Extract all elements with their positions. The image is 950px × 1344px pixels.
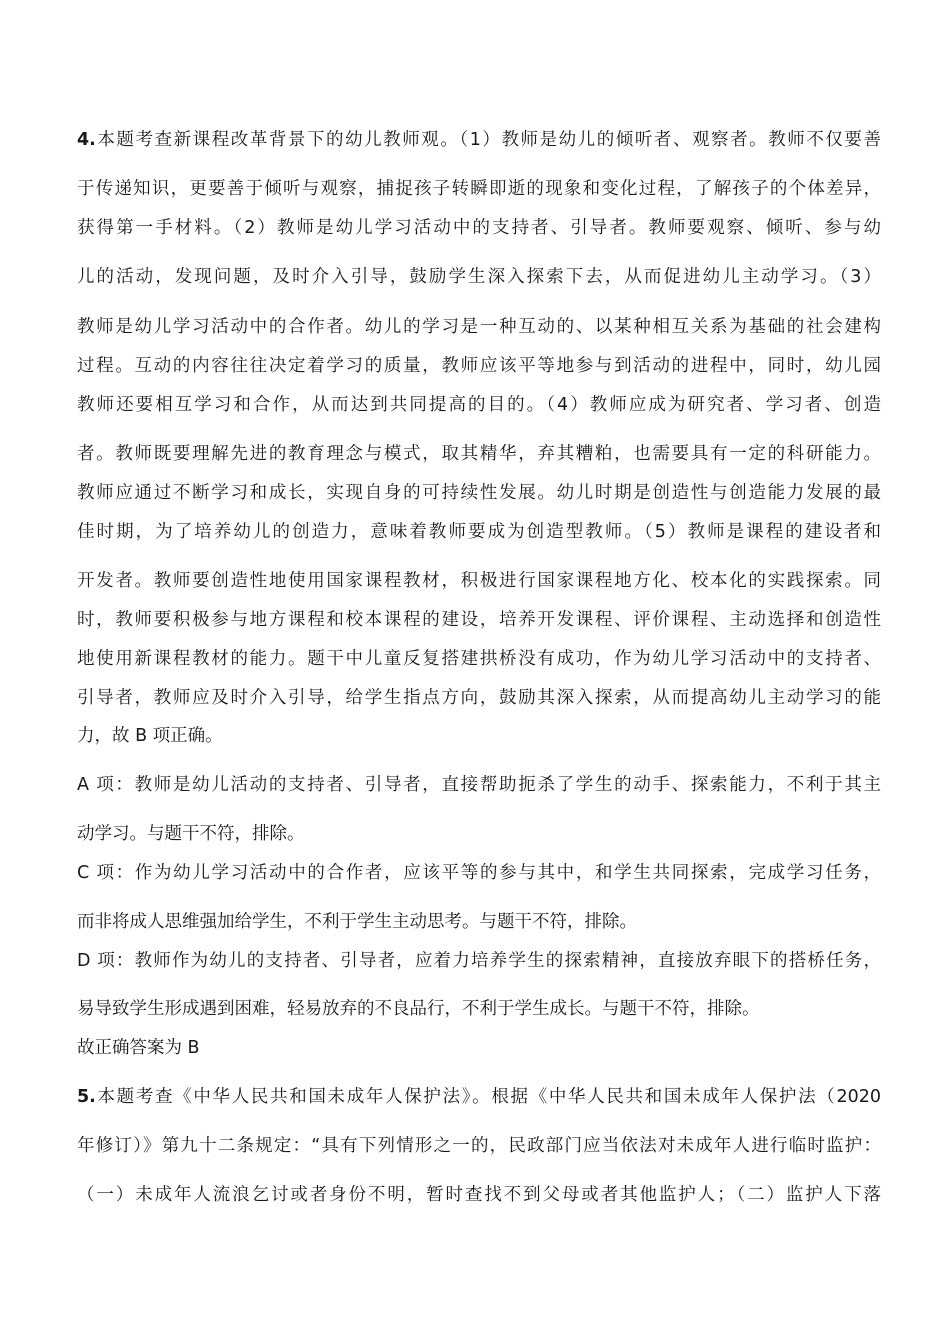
q5-number: 5. xyxy=(77,1087,96,1107)
option-d-line-2: 易导致学生形成遇到困难，轻易放弃的不良品行，不利于学生成长。与题干不符，排除。 xyxy=(77,999,760,1019)
q5-line-2: 年修订）》第九十二条规定：“具有下列情形之一的，民政部门应当依法对未成年人进行临时监护： xyxy=(77,1136,881,1156)
q5-text: 本题考查《中华人民共和国未成年人保护法》。根据《中华人民共和国未成年人保护法（2020 xyxy=(95,1087,881,1107)
option-d-line-1: D 项：教师作为幼儿的支持者、引导者，应着力培养学生的探索精神，直接放弃眼下的搭桥任务， xyxy=(77,951,881,971)
q4-line-6: 过程。互动的内容往往决定着学习的质量，教师应该平等地参与到活动的进程中，同时，幼儿园 xyxy=(77,356,881,376)
q4-line-11: 开发者。教师要创造性地使用国家课程教材，积极进行国家课程地方化、校本化的实践探索。同 xyxy=(77,571,881,591)
q4-line-9: 教师应通过不断学习和成长，实现自身的可持续性发展。幼儿时期是创造性与创造能力发展的最 xyxy=(77,483,881,503)
option-c-line-2: 而非将成人思维强加给学生，不利于学生主动思考。与题干不符，排除。 xyxy=(77,912,637,932)
q4-line-4: 儿的活动，发现问题，及时介入引导，鼓励学生深入探索下去，从而促进幼儿主动学习。（3） xyxy=(77,267,881,287)
q4-line-14: 引导者，教师应及时介入引导，给学生指点方向，鼓励其深入探索，从而提高幼儿主动学习的能 xyxy=(77,688,881,708)
q5-line-1 xyxy=(77,1085,881,1109)
q4-text: 本题考查新课程改革背景下的幼儿教师观。（1）教师是幼儿的倾听者、观察者。教师不仅要善 xyxy=(95,130,881,150)
option-c-line-1: C 项：作为幼儿学习活动中的合作者，应该平等的参与其中，和学生共同探索，完成学习任务， xyxy=(77,863,881,883)
q4-line-7: 教师还要相互学习和合作，从而达到共同提高的目的。（4）教师应成为研究者、学习者、创造 xyxy=(77,395,881,415)
q4-line-12: 时，教师要积极参与地方课程和校本课程的建设，培养开发课程、评价课程、主动选择和创造性 xyxy=(77,610,881,630)
option-a-line-1: A 项：教师是幼儿活动的支持者、引导者，直接帮助扼杀了学生的动手、探索能力，不利于其主 xyxy=(77,775,881,795)
q4-line-15: 力，故 B 项正确。 xyxy=(77,726,223,746)
q4-line-2: 于传递知识，更要善于倾听与观察，捕捉孩子转瞬即逝的现象和变化过程，了解孩子的个体差异， xyxy=(77,179,881,199)
q5-line-3: （一）未成年人流浪乞讨或者身份不明，暂时查找不到父母或者其他监护人；（二）监护人下落 xyxy=(77,1185,881,1205)
q4-line-13: 地使用新课程教材的能力。题干中儿童反复搭建拱桥没有成功，作为幼儿学习活动中的支持者、 xyxy=(77,649,881,669)
option-a-line-2: 动学习。与题干不符，排除。 xyxy=(77,824,305,844)
q4-number: 4. xyxy=(77,130,96,150)
q4-line-10: 佳时期，为了培养幼儿的创造力，意味着教师要成为创造型教师。（5）教师是课程的建设者和 xyxy=(77,522,881,542)
q4-line-3: 获得第一手材料。（2）教师是幼儿学习活动中的支持者、引导者。教师要观察、倾听、参与幼 xyxy=(77,218,881,238)
q4-answer: 故正确答案为 B xyxy=(77,1038,200,1058)
q4-line-8: 者。教师既要理解先进的教育理念与模式，取其精华，弃其糟粕，也需要具有一定的科研能力。 xyxy=(77,444,881,464)
q4-line-1 xyxy=(77,128,881,152)
q4-line-5: 教师是幼儿学习活动中的合作者。幼儿的学习是一种互动的、以某种相互关系为基础的社会建构 xyxy=(77,317,881,337)
